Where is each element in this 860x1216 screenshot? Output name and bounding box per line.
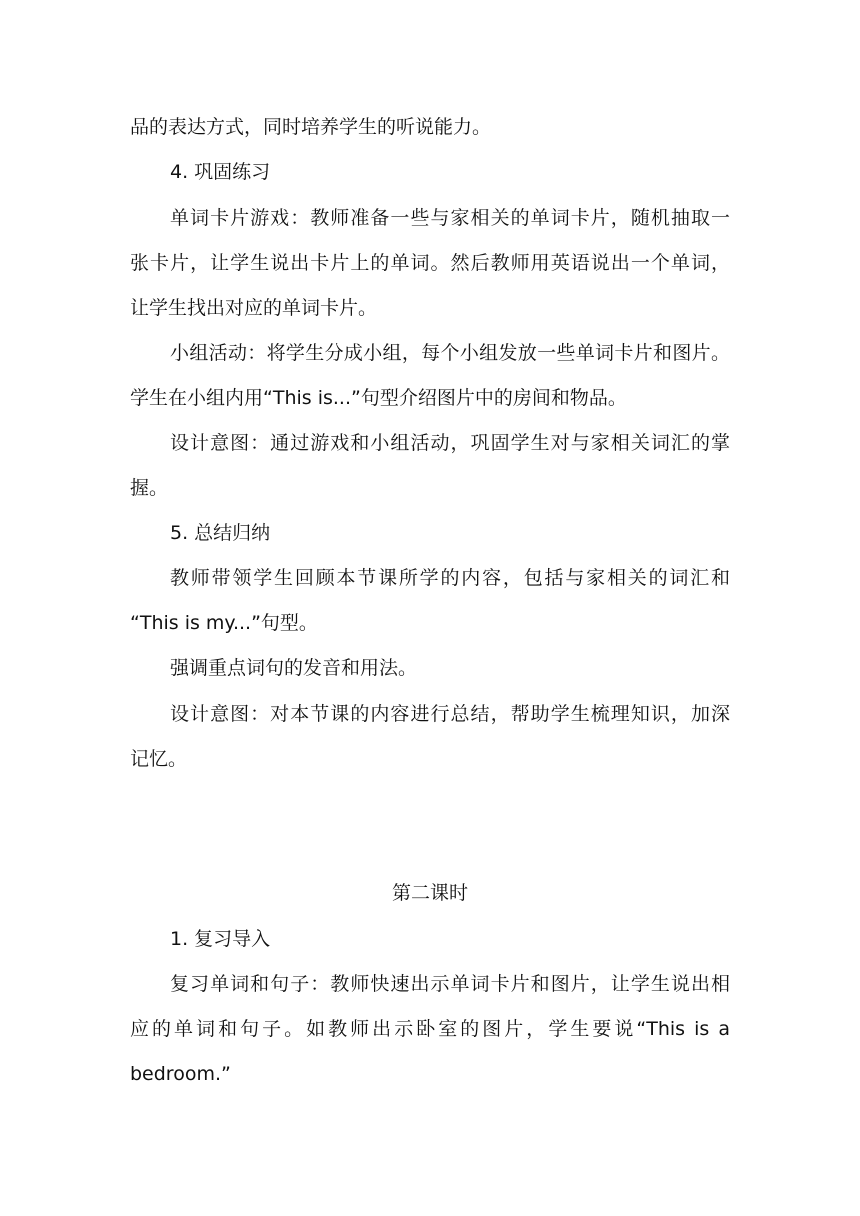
paragraph-line: 设计意图：对本节课的内容进行总结，帮助学生梳理知识，加深 [170,703,730,725]
paragraph-line: 记忆。 [130,748,188,770]
paragraph-line: 学生在小组内用“This is...”句型介绍图片中的房间和物品。 [130,387,627,409]
paragraph-line: bedroom.” [130,1063,231,1085]
paragraph-line: 复习单词和句子：教师快速出示单词卡片和图片，让学生说出相 [170,973,730,995]
paragraph-line: 设计意图：通过游戏和小组活动，巩固学生对与家相关词汇的掌 [170,432,730,454]
paragraph-line: “This is my...”句型。 [130,612,318,634]
paragraph-line: 应的单词和句子。如教师出示卧室的图片，学生要说“This is a [130,1018,730,1040]
paragraph-line: 强调重点词句的发音和用法。 [170,657,418,679]
paragraph-line: 张卡片，让学生说出卡片上的单词。然后教师用英语说出一个单词， [130,252,730,274]
section-heading: 4. 巩固练习 [170,161,271,183]
paragraph-line: 让学生找出对应的单词卡片。 [130,297,378,319]
paragraph-line: 握。 [130,477,169,499]
paragraph-line: 教师带领学生回顾本节课所学的内容，包括与家相关的词汇和 [170,567,730,589]
paragraph-line: 单词卡片游戏：教师准备一些与家相关的单词卡片，随机抽取一 [170,207,730,229]
paragraph-line: 品的表达方式，同时培养学生的听说能力。 [130,116,492,138]
section-heading: 1. 复习导入 [170,928,271,950]
lesson-title: 第二课时 [391,882,468,904]
section-heading: 5. 总结归纳 [170,522,271,544]
paragraph-line: 小组活动：将学生分成小组，每个小组发放一些单词卡片和图片。 [170,342,730,364]
